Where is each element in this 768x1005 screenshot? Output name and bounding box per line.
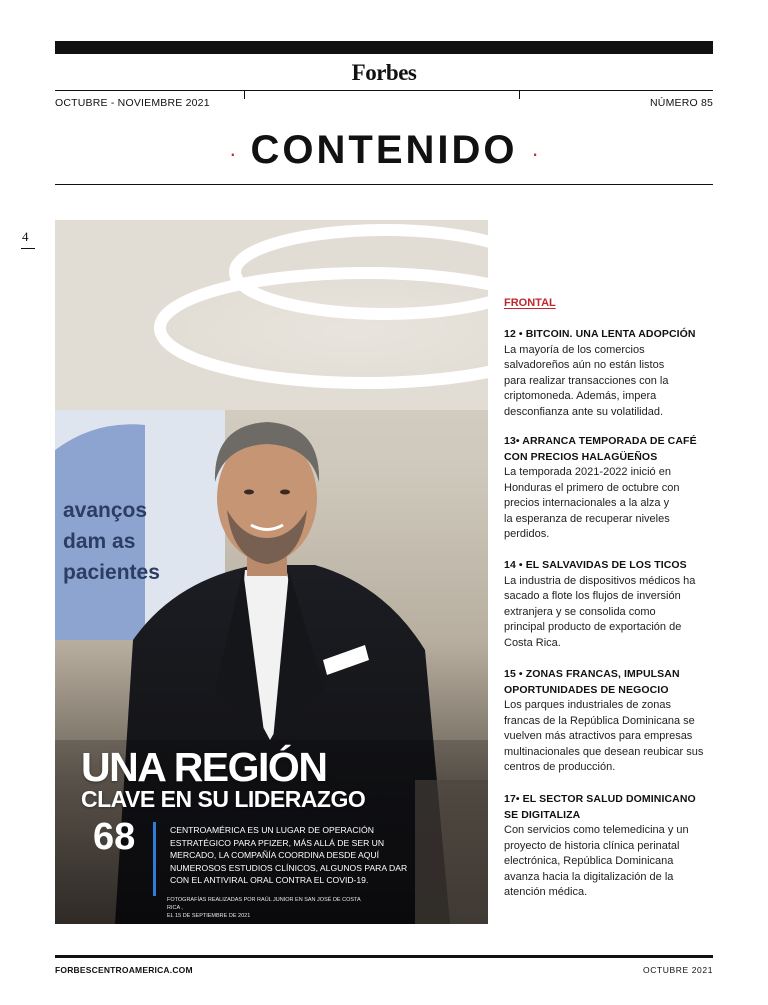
issue-date: OCTUBRE - NOVIEMBRE 2021 — [55, 97, 210, 109]
entry-line: La temporada 2021-2022 inició en — [504, 466, 671, 478]
header-tick-left — [244, 90, 245, 99]
cover-credit — [167, 896, 367, 920]
eye-left — [244, 490, 254, 495]
section-label-frontal[interactable]: FRONTAL — [504, 297, 556, 309]
eye-right — [280, 490, 290, 495]
cover-description: CENTROAMÉRICA ES UN LUGAR DE OPERACIÓN ESTRATÉGICO PARA PFIZER, MÁS ALLÁ DE SER UN MERCADO, LA COMPAÑÍA COORDINA DESDE AQUÍ NUMEROSOS ESTUDIOS CLÍNICOS, ALGUNOS PARA DAR CON EL ANTIVIRAL ORAL CONTRA EL COVID-19. — [170, 825, 408, 886]
entry-line: La mayoría de los comercios — [504, 343, 645, 356]
entry-heading: 14 • EL SALVAVIDAS DE LOS TICOS — [504, 559, 687, 571]
entry-line: Los parques industriales de zonas — [504, 699, 671, 711]
entry-body — [504, 823, 719, 901]
page-number-underline — [21, 248, 35, 249]
entry-line: vuelven más atractivos para empresas — [504, 730, 693, 742]
entry-line: salvadoreños aún no están listos — [504, 359, 665, 371]
cover-credit-line-2: EL 15 DE SEPTIEMBRE DE 2021 — [167, 913, 251, 919]
entry-line: avanza hacia la digitalización de la — [504, 870, 674, 883]
contents-entry[interactable] — [504, 667, 719, 776]
title-dot-right: · — [531, 140, 539, 166]
entry-heading-line: SE DIGITALIZA — [504, 808, 581, 821]
entry-line: precios internacionales a la alza y — [504, 497, 670, 509]
entry-body — [504, 465, 719, 543]
entry-heading: 12 • BITCOIN. UNA LENTA ADOPCIÓN — [504, 328, 696, 340]
entry-line: principal producto de exportación de — [504, 621, 682, 633]
header-rule — [55, 90, 713, 91]
page-title — [0, 128, 768, 173]
entry-line: para realizar transacciones con la — [504, 374, 669, 387]
entry-heading — [504, 667, 719, 698]
footer-rule — [55, 955, 713, 958]
footer-month: OCTUBRE 2021 — [643, 965, 714, 975]
title-dot-left: · — [229, 140, 237, 166]
entry-line: multinacionales que desean reubicar sus — [504, 745, 704, 758]
cover-headline-1: UNA REGIÓN — [81, 744, 327, 790]
entry-line: desconfianza ante su volatilidad. — [504, 405, 663, 418]
entry-line: La industria de dispositivos médicos ha — [504, 574, 696, 587]
entry-line: electrónica, República Dominicana — [504, 855, 674, 867]
title-rule — [55, 184, 713, 185]
entry-line: francas de la República Dominicana se — [504, 714, 695, 727]
entry-heading-line: 13• ARRANCA TEMPORADA DE CAFÉ — [504, 435, 697, 447]
entry-heading-line: CON PRECIOS HALAGÜEÑOS — [504, 450, 658, 463]
wall-text-2: dam as — [63, 530, 136, 553]
wall-text-3: pacientes — [63, 561, 160, 584]
entry-line: criptomoneda. Además, impera — [504, 390, 657, 402]
cover-photo[interactable] — [55, 220, 488, 924]
contents-entry[interactable] — [504, 434, 719, 543]
entry-line: Costa Rica. — [504, 636, 561, 649]
entry-heading-line: 17• EL SECTOR SALUD DOMINICANO — [504, 793, 696, 805]
entry-heading — [504, 792, 719, 823]
entry-heading-line: 15 • ZONAS FRANCAS, IMPULSAN — [504, 668, 680, 680]
cover-accent-bar — [153, 822, 156, 896]
cover-credit-line-1: FOTOGRAFÍAS REALIZADAS POR RAÚL JUNIOR EN SAN JOSÉ DE COSTA RICA , — [167, 897, 361, 911]
entry-line: Honduras el primero de octubre con — [504, 481, 680, 494]
entry-body — [504, 698, 719, 776]
forbes-logo[interactable]: Forbes — [351, 60, 417, 85]
contents-entry[interactable] — [504, 792, 719, 901]
issue-number: NÚMERO 85 — [650, 97, 714, 109]
footer-website-link[interactable]: FORBESCENTROAMERICA.COM — [55, 965, 193, 975]
entry-line: proyecto de historia clínica perinatal — [504, 839, 680, 852]
entry-heading-line: OPORTUNIDADES DE NEGOCIO — [504, 683, 669, 696]
entry-line: centros de producción. — [504, 761, 616, 773]
header-top-bar — [55, 41, 713, 54]
entry-body — [504, 343, 719, 421]
entry-line: extranjera y se consolida como — [504, 605, 656, 618]
entry-line: atención médica. — [504, 886, 588, 898]
contents-entry[interactable] — [504, 327, 719, 420]
entry-body — [504, 574, 719, 652]
entry-line: la esperanza de recuperar niveles — [504, 512, 670, 525]
entry-line: sacado a flote los flujos de inversión — [504, 590, 681, 602]
wall-text-1: avanços — [63, 499, 148, 522]
entry-line: Con servicios como telemedicina y un — [504, 824, 689, 836]
cover-headline-2: CLAVE EN SU LIDERAZGO — [81, 786, 366, 812]
header-tick-right — [519, 90, 520, 99]
entry-line: perdidos. — [504, 528, 550, 540]
entry-heading — [504, 434, 719, 465]
contents-entry[interactable] — [504, 558, 719, 651]
title-text: CONTENIDO — [250, 128, 518, 172]
cover-page-ref: 68 — [93, 816, 136, 858]
page-number: 4 — [22, 229, 29, 244]
